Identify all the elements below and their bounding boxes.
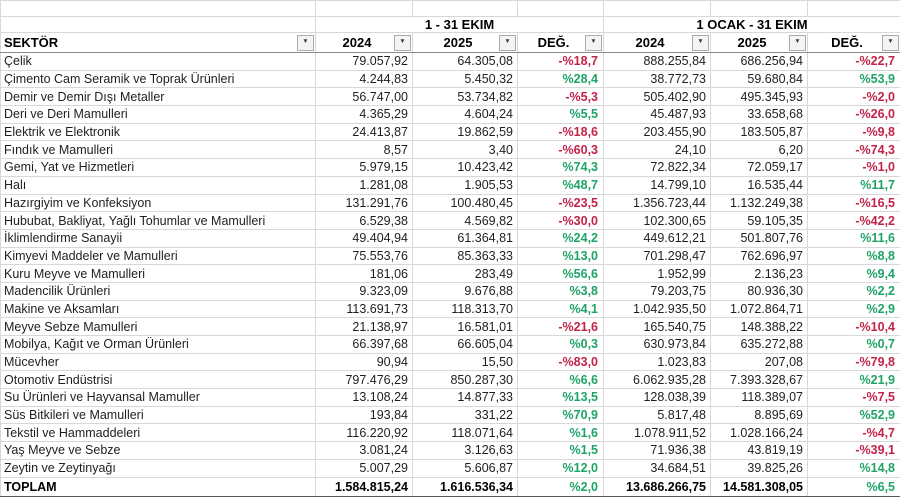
empty-cell[interactable] (413, 1, 518, 17)
p1-2024-cell[interactable]: 181,06 (316, 265, 413, 283)
sector-cell[interactable]: Elektrik ve Elektronik (1, 123, 316, 141)
p2-change-cell[interactable]: %2,2 (808, 282, 900, 300)
p1-2025-cell[interactable]: 3.126,63 (413, 442, 518, 460)
p1-change-cell[interactable]: %28,4 (518, 70, 604, 88)
header-p1-change-label: DEĞ. (538, 35, 570, 50)
header-p1-2024[interactable] (316, 33, 413, 53)
header-p1-2025[interactable] (413, 33, 518, 53)
p1-2025-cell[interactable]: 10.423,42 (413, 159, 518, 177)
p2-change-cell[interactable]: %14,8 (808, 459, 900, 477)
p1-change-cell[interactable]: %56,6 (518, 265, 604, 283)
p1-change-cell[interactable]: -%23,5 (518, 194, 604, 212)
header-sektor[interactable] (1, 33, 316, 53)
p1-change-cell[interactable]: %13,0 (518, 247, 604, 265)
sector-cell[interactable]: Kuru Meyve ve Mamulleri (1, 265, 316, 283)
filter-dropdown-icon[interactable]: ▼ (297, 35, 314, 51)
p2-2024-cell[interactable]: 630.973,84 (604, 336, 711, 354)
p2-change-cell[interactable]: -%39,1 (808, 442, 900, 460)
p1-change-cell[interactable]: -%21,6 (518, 318, 604, 336)
filter-dropdown-icon[interactable]: ▼ (789, 35, 806, 51)
table-row (1, 371, 900, 389)
p1-2024-cell[interactable]: 1.584.815,24 (316, 477, 413, 496)
table-row (1, 53, 900, 71)
p1-change-cell[interactable]: %24,2 (518, 229, 604, 247)
sector-cell[interactable]: Madencilik Ürünleri (1, 282, 316, 300)
p1-2024-cell[interactable]: 1.281,08 (316, 176, 413, 194)
sector-cell[interactable]: Fındık ve Mamulleri (1, 141, 316, 159)
p2-change-cell[interactable]: %11,7 (808, 176, 900, 194)
header-sektor-label: SEKTÖR (4, 35, 58, 50)
p2-change-cell[interactable]: -%7,5 (808, 389, 900, 407)
p1-change-cell[interactable]: %12,0 (518, 459, 604, 477)
filter-dropdown-icon[interactable]: ▼ (585, 35, 602, 51)
p2-2025-cell[interactable]: 39.825,26 (711, 459, 808, 477)
p2-2024-cell[interactable]: 1.356.723,44 (604, 194, 711, 212)
empty-cell[interactable] (808, 1, 900, 17)
p1-change-cell[interactable]: -%18,7 (518, 53, 604, 71)
table-row (1, 282, 900, 300)
p2-2024-cell[interactable]: 24,10 (604, 141, 711, 159)
p1-change-cell[interactable]: %13,5 (518, 389, 604, 407)
p2-2024-cell[interactable]: 449.612,21 (604, 229, 711, 247)
p1-2024-cell[interactable]: 24.413,87 (316, 123, 413, 141)
sector-cell[interactable]: Çelik (1, 53, 316, 71)
p1-2024-cell[interactable]: 9.323,09 (316, 282, 413, 300)
p1-2025-cell[interactable]: 331,22 (413, 406, 518, 424)
sector-cell[interactable]: Demir ve Demir Dışı Metaller (1, 88, 316, 106)
p2-change-cell[interactable]: -%42,2 (808, 212, 900, 230)
p2-2024-cell[interactable]: 5.817,48 (604, 406, 711, 424)
table-row (1, 106, 900, 124)
sector-cell[interactable]: Mücevher (1, 353, 316, 371)
p1-2025-cell[interactable]: 85.363,33 (413, 247, 518, 265)
header-p2-change-label: DEĞ. (831, 35, 863, 50)
p2-2024-cell[interactable]: 888.255,84 (604, 53, 711, 71)
p1-change-cell[interactable]: -%5,3 (518, 88, 604, 106)
sector-cell[interactable]: Su Ürünleri ve Hayvansal Mamuller (1, 389, 316, 407)
p2-change-cell[interactable]: %53,9 (808, 70, 900, 88)
header-p2-change[interactable] (808, 33, 900, 53)
p2-2025-cell[interactable]: 1.072.864,71 (711, 300, 808, 318)
p1-2025-cell[interactable]: 1.616.536,34 (413, 477, 518, 496)
table-body (1, 53, 900, 497)
p2-2024-cell[interactable]: 38.772,73 (604, 70, 711, 88)
header-p2-2025-label: 2025 (738, 35, 767, 50)
header-p2-2024[interactable] (604, 33, 711, 53)
p2-2025-cell[interactable]: 59.105,35 (711, 212, 808, 230)
p1-change-cell[interactable]: %4,1 (518, 300, 604, 318)
p1-2024-cell[interactable]: 3.081,24 (316, 442, 413, 460)
p1-2025-cell[interactable]: 283,49 (413, 265, 518, 283)
p2-2025-cell[interactable]: 7.393.328,67 (711, 371, 808, 389)
sector-cell[interactable]: Çimento Cam Seramik ve Toprak Ürünleri (1, 70, 316, 88)
empty-row (1, 1, 900, 17)
table-row (1, 141, 900, 159)
p2-change-cell[interactable]: -%74,3 (808, 141, 900, 159)
p2-change-cell[interactable]: -%2,0 (808, 88, 900, 106)
p2-2024-cell[interactable]: 128.038,39 (604, 389, 711, 407)
p1-2024-cell[interactable]: 113.691,73 (316, 300, 413, 318)
p2-2025-cell[interactable]: 635.272,88 (711, 336, 808, 354)
p2-change-cell[interactable]: %52,9 (808, 406, 900, 424)
p2-2025-cell[interactable]: 72.059,17 (711, 159, 808, 177)
p2-change-cell[interactable]: %9,4 (808, 265, 900, 283)
p1-change-cell[interactable]: %6,6 (518, 371, 604, 389)
p2-2024-cell[interactable]: 1.078.911,52 (604, 424, 711, 442)
header-p2-2024-label: 2024 (636, 35, 665, 50)
p1-2024-cell[interactable]: 21.138,97 (316, 318, 413, 336)
p2-change-cell[interactable]: -%9,8 (808, 123, 900, 141)
p1-change-cell[interactable]: %1,6 (518, 424, 604, 442)
p2-2024-cell[interactable]: 45.487,93 (604, 106, 711, 124)
p2-2025-cell[interactable]: 501.807,76 (711, 229, 808, 247)
filter-dropdown-icon[interactable]: ▼ (882, 35, 899, 51)
p2-2025-cell[interactable]: 762.696,97 (711, 247, 808, 265)
p2-2024-cell[interactable]: 6.062.935,28 (604, 371, 711, 389)
p1-2024-cell[interactable]: 5.007,29 (316, 459, 413, 477)
p1-change-cell[interactable]: %70,9 (518, 406, 604, 424)
p1-2025-cell[interactable]: 100.480,45 (413, 194, 518, 212)
p2-2024-cell[interactable]: 79.203,75 (604, 282, 711, 300)
p1-2025-cell[interactable]: 5.450,32 (413, 70, 518, 88)
header-p2-2025[interactable] (711, 33, 808, 53)
header-p1-2024-label: 2024 (343, 35, 372, 50)
p1-change-cell[interactable]: %5,5 (518, 106, 604, 124)
sector-cell[interactable]: İklimlendirme Sanayii (1, 229, 316, 247)
p1-2025-cell[interactable]: 1.905,53 (413, 176, 518, 194)
sector-cell[interactable]: Yaş Meyve ve Sebze (1, 442, 316, 460)
sector-cell[interactable]: Makine ve Aksamları (1, 300, 316, 318)
p1-change-cell[interactable]: %48,7 (518, 176, 604, 194)
table-row (1, 70, 900, 88)
empty-cell[interactable] (1, 1, 316, 17)
p2-2025-cell[interactable]: 148.388,22 (711, 318, 808, 336)
sector-cell[interactable]: Otomotiv Endüstrisi (1, 371, 316, 389)
p1-2024-cell[interactable]: 75.553,76 (316, 247, 413, 265)
p1-2024-cell[interactable]: 131.291,76 (316, 194, 413, 212)
p2-change-cell[interactable]: %6,5 (808, 477, 900, 496)
table-row (1, 123, 900, 141)
p1-2024-cell[interactable]: 49.404,94 (316, 229, 413, 247)
p1-2024-cell[interactable]: 4.244,83 (316, 70, 413, 88)
p2-2024-cell[interactable]: 102.300,65 (604, 212, 711, 230)
p1-2024-cell[interactable]: 66.397,68 (316, 336, 413, 354)
period1-header[interactable]: 1 - 31 EKIM (316, 17, 604, 33)
p1-2024-cell[interactable]: 116.220,92 (316, 424, 413, 442)
p2-2024-cell[interactable]: 1.042.935,50 (604, 300, 711, 318)
p2-2024-cell[interactable]: 13.686.266,75 (604, 477, 711, 496)
p2-change-cell[interactable]: -%22,7 (808, 53, 900, 71)
p2-change-cell[interactable]: -%4,7 (808, 424, 900, 442)
p1-2025-cell[interactable]: 3,40 (413, 141, 518, 159)
p2-2025-cell[interactable]: 43.819,19 (711, 442, 808, 460)
p1-change-cell[interactable]: -%30,0 (518, 212, 604, 230)
p2-2025-cell[interactable]: 2.136,23 (711, 265, 808, 283)
p1-2025-cell[interactable]: 9.676,88 (413, 282, 518, 300)
sector-cell[interactable]: TOPLAM (1, 477, 316, 496)
sector-cell[interactable]: Gemi, Yat ve Hizmetleri (1, 159, 316, 177)
p2-change-cell[interactable]: %11,6 (808, 229, 900, 247)
p1-2024-cell[interactable]: 8,57 (316, 141, 413, 159)
filter-dropdown-icon[interactable]: ▼ (692, 35, 709, 51)
p2-2024-cell[interactable]: 14.799,10 (604, 176, 711, 194)
table-row (1, 194, 900, 212)
empty-cell[interactable] (316, 1, 413, 17)
p1-2025-cell[interactable]: 14.877,33 (413, 389, 518, 407)
p1-2025-cell[interactable]: 118.071,64 (413, 424, 518, 442)
table-row (1, 212, 900, 230)
p2-change-cell[interactable]: -%79,8 (808, 353, 900, 371)
table-row (1, 442, 900, 460)
p1-2025-cell[interactable]: 61.364,81 (413, 229, 518, 247)
table-row (1, 336, 900, 354)
p1-2025-cell[interactable]: 53.734,82 (413, 88, 518, 106)
p1-2025-cell[interactable]: 5.606,87 (413, 459, 518, 477)
p1-2024-cell[interactable]: 5.979,15 (316, 159, 413, 177)
p2-2025-cell[interactable]: 80.936,30 (711, 282, 808, 300)
header-p1-change[interactable] (518, 33, 604, 53)
p2-2025-cell[interactable]: 207,08 (711, 353, 808, 371)
period2-header[interactable]: 1 OCAK - 31 EKIM (604, 17, 900, 33)
table-row (1, 88, 900, 106)
filter-dropdown-icon[interactable]: ▼ (394, 35, 411, 51)
table-row (1, 176, 900, 194)
table-row (1, 300, 900, 318)
p2-2025-cell[interactable]: 1.132.249,38 (711, 194, 808, 212)
p2-2024-cell[interactable]: 505.402,90 (604, 88, 711, 106)
sector-cell[interactable]: Zeytin ve Zeytinyağı (1, 459, 316, 477)
table-row (1, 247, 900, 265)
p1-2025-cell[interactable]: 16.581,01 (413, 318, 518, 336)
p1-2025-cell[interactable]: 15,50 (413, 353, 518, 371)
table-row (1, 318, 900, 336)
p1-2024-cell[interactable]: 193,84 (316, 406, 413, 424)
sector-cell[interactable]: Meyve Sebze Mamulleri (1, 318, 316, 336)
p2-change-cell[interactable]: -%26,0 (808, 106, 900, 124)
p2-change-cell[interactable]: -%10,4 (808, 318, 900, 336)
p1-change-cell[interactable]: -%60,3 (518, 141, 604, 159)
p2-2025-cell[interactable]: 686.256,94 (711, 53, 808, 71)
p1-2024-cell[interactable]: 797.476,29 (316, 371, 413, 389)
p1-2024-cell[interactable]: 90,94 (316, 353, 413, 371)
empty-cell[interactable] (604, 1, 711, 17)
p1-change-cell[interactable]: %0,3 (518, 336, 604, 354)
table-row (1, 406, 900, 424)
p2-2024-cell[interactable]: 165.540,75 (604, 318, 711, 336)
p1-2025-cell[interactable]: 850.287,30 (413, 371, 518, 389)
p1-2025-cell[interactable]: 19.862,59 (413, 123, 518, 141)
p2-change-cell[interactable]: -%1,0 (808, 159, 900, 177)
header-p1-2025-label: 2025 (444, 35, 473, 50)
p2-2025-cell[interactable]: 8.895,69 (711, 406, 808, 424)
p1-change-cell[interactable]: %2,0 (518, 477, 604, 496)
p1-2025-cell[interactable]: 118.313,70 (413, 300, 518, 318)
sector-cell[interactable]: Hububat, Bakliyat, Yağlı Tohumlar ve Mamulleri (1, 212, 316, 230)
p1-2024-cell[interactable]: 13.108,24 (316, 389, 413, 407)
p2-2024-cell[interactable]: 1.023,83 (604, 353, 711, 371)
p1-2025-cell[interactable]: 64.305,08 (413, 53, 518, 71)
sector-cell[interactable]: Süs Bitkileri ve Mamulleri (1, 406, 316, 424)
sector-cell[interactable]: Kimyevi Maddeler ve Mamulleri (1, 247, 316, 265)
p2-2024-cell[interactable]: 701.298,47 (604, 247, 711, 265)
p2-2025-cell[interactable]: 59.680,84 (711, 70, 808, 88)
sector-cell[interactable]: Tekstil ve Hammaddeleri (1, 424, 316, 442)
table-row (1, 353, 900, 371)
p2-change-cell[interactable]: %8,8 (808, 247, 900, 265)
p2-2025-cell[interactable]: 6,20 (711, 141, 808, 159)
p2-change-cell[interactable]: %2,9 (808, 300, 900, 318)
table-row (1, 389, 900, 407)
sector-cell[interactable]: Halı (1, 176, 316, 194)
p2-2024-cell[interactable]: 203.455,90 (604, 123, 711, 141)
period-header-row (1, 17, 900, 33)
p2-2025-cell[interactable]: 118.389,07 (711, 389, 808, 407)
p2-2024-cell[interactable]: 1.952,99 (604, 265, 711, 283)
p2-2025-cell[interactable]: 1.028.166,24 (711, 424, 808, 442)
sector-cell[interactable]: Mobilya, Kağıt ve Orman Ürünleri (1, 336, 316, 354)
table-row (1, 265, 900, 283)
p2-2024-cell[interactable]: 71.936,38 (604, 442, 711, 460)
p2-change-cell[interactable]: -%16,5 (808, 194, 900, 212)
p1-change-cell[interactable]: %3,8 (518, 282, 604, 300)
p1-change-cell[interactable]: %1,5 (518, 442, 604, 460)
p1-change-cell[interactable]: %74,3 (518, 159, 604, 177)
p2-2024-cell[interactable]: 34.684,51 (604, 459, 711, 477)
total-row (1, 477, 900, 496)
p1-2025-cell[interactable]: 4.604,24 (413, 106, 518, 124)
p2-2024-cell[interactable]: 72.822,34 (604, 159, 711, 177)
empty-cell[interactable] (518, 1, 604, 17)
sector-cell[interactable]: Deri ve Deri Mamulleri (1, 106, 316, 124)
filter-dropdown-icon[interactable]: ▼ (499, 35, 516, 51)
empty-cell[interactable] (711, 1, 808, 17)
p1-2024-cell[interactable]: 4.365,29 (316, 106, 413, 124)
p1-change-cell[interactable]: -%18,6 (518, 123, 604, 141)
p1-2024-cell[interactable]: 56.747,00 (316, 88, 413, 106)
p1-2025-cell[interactable]: 4.569,82 (413, 212, 518, 230)
p1-2024-cell[interactable]: 6.529,38 (316, 212, 413, 230)
p2-2025-cell[interactable]: 33.658,68 (711, 106, 808, 124)
p2-2025-cell[interactable]: 14.581.308,05 (711, 477, 808, 496)
table-row (1, 424, 900, 442)
column-header-row (1, 33, 900, 53)
p1-2025-cell[interactable]: 66.605,04 (413, 336, 518, 354)
empty-cell[interactable] (1, 17, 316, 33)
p2-change-cell[interactable]: %0,7 (808, 336, 900, 354)
p2-2025-cell[interactable]: 16.535,44 (711, 176, 808, 194)
table-row (1, 459, 900, 477)
p1-2024-cell[interactable]: 79.057,92 (316, 53, 413, 71)
p1-change-cell[interactable]: -%83,0 (518, 353, 604, 371)
table-row (1, 159, 900, 177)
table-row (1, 229, 900, 247)
p2-2025-cell[interactable]: 495.345,93 (711, 88, 808, 106)
sector-cell[interactable]: Hazırgiyim ve Konfeksiyon (1, 194, 316, 212)
p2-change-cell[interactable]: %21,9 (808, 371, 900, 389)
p2-2025-cell[interactable]: 183.505,87 (711, 123, 808, 141)
